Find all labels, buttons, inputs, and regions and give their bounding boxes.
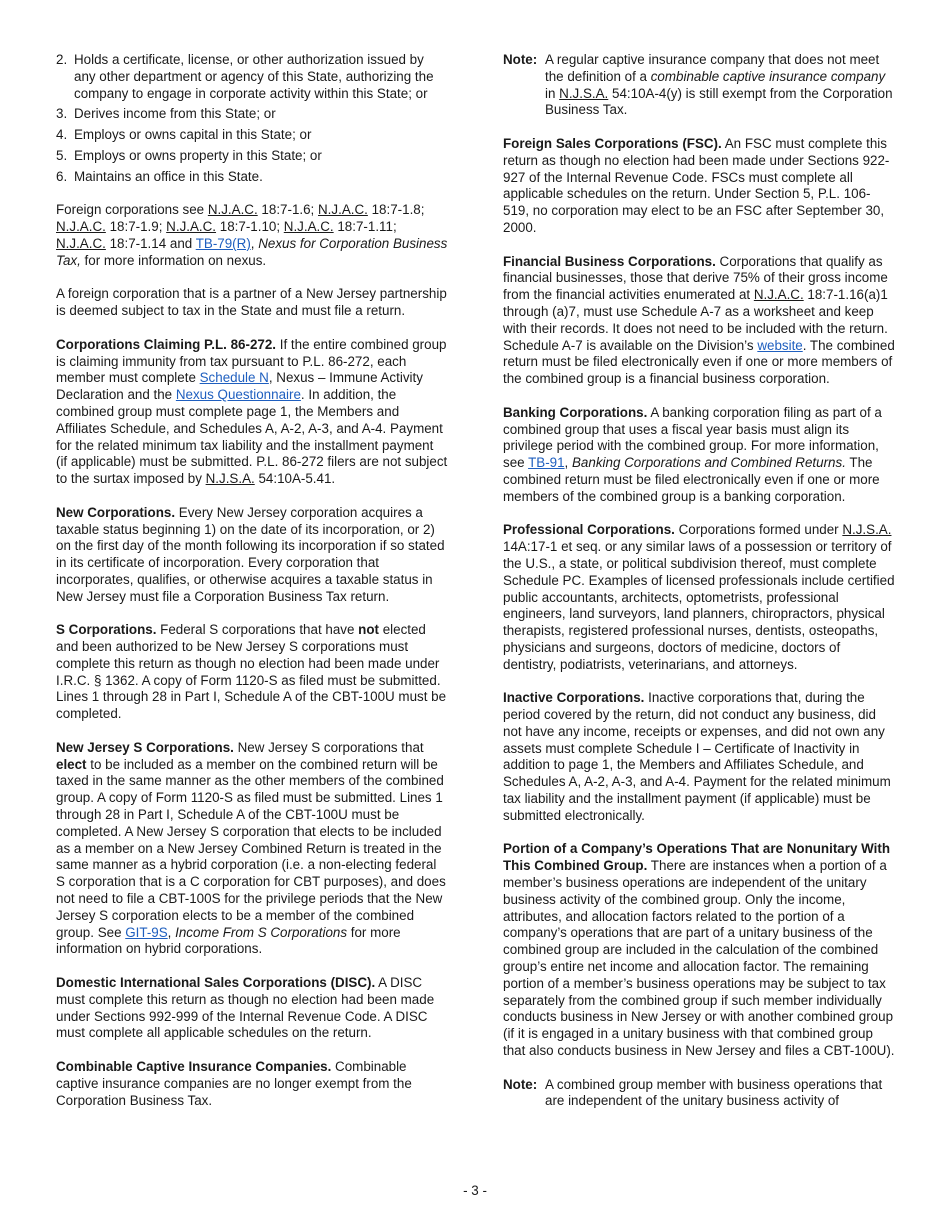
section-heading: Combinable Captive Insurance Companies.	[56, 1059, 332, 1075]
nonunitary-note: Note: A combined group member with business operations that are independent of the unitary business activity of	[503, 1076, 883, 1109]
section-heading: Corporations Claiming P.L. 86-272.	[56, 336, 277, 352]
nj-s-corporations-paragraph: New Jersey S Corporations. New Jersey S corporations that elect to be included as a member on the combined return will be taxed in the same manner as the other members of the combined group. A copy of Form 1120-S as filed must be submitted. Lines 1 through 28 in Part I, Schedule A of the CBT-100U must be completed. A New Jersey S corporation that elects to be included as a member on a New Jersey Combined Return is treated in the same manner as a hybrid corporation (i.e. a non-electing federal S corporation that is a C corporation for CBT purposes), and does not need to file a CBT-100S for the privilege periods that the New Jersey S corporation elects to be a member of the combined group. See GIT-9S, Income From S Corporations for more information on hybrid corporations.	[56, 739, 446, 957]
section-heading: Portion of a Company’s Operations That are Nonunitary With This Combined Group.	[503, 841, 891, 874]
list-item: 4. Employs or owns capital in this State; or	[56, 127, 312, 143]
captive-insurance-paragraph: Combinable Captive Insurance Companies. Combinable captive insurance companies are no longer exempt from the Corporation Business Tax.	[56, 1059, 412, 1108]
fsc-paragraph: Foreign Sales Corporations (FSC). An FSC must complete this return as though no election had been made under Sections 922-927 of the Internal Revenue Code. FSCs must complete all applicable schedules on the return. Under Section 5, P.L. 106-519, no corporation may elect to be an FSC after September 30, 2000.	[503, 135, 890, 235]
git-9s-link[interactable]: GIT-9S	[125, 924, 168, 940]
list-item: 2. Holds a certificate, license, or other authorization issued by any other department or agency of this State, authorizing the company to engage in corporate activity within this State; or	[56, 52, 434, 101]
website-link[interactable]: website	[757, 337, 803, 353]
section-heading: Foreign Sales Corporations (FSC).	[503, 135, 722, 151]
nexus-questionnaire-link[interactable]: Nexus Questionnaire	[175, 387, 301, 403]
list-item: 5. Employs or owns property in this State; or	[56, 147, 322, 163]
section-heading: New Corporations.	[56, 504, 176, 520]
inactive-paragraph: Inactive Corporations. Inactive corporations that, during the period covered by the return, did not conduct any business, did not have any income, receipts or expenses, and did not own any assets must complete Schedule I – Certificate of Inactivity in addition to page 1, the Members and Affiliates Schedule, and Schedules A, A-2, A-3, and A-4. Payment for the related minimum tax liability and the installment payment (if applicable) must be submitted electronically.	[503, 690, 891, 823]
section-heading: New Jersey S Corporations.	[56, 739, 234, 755]
tb-79r-link[interactable]: TB-79(R)	[195, 235, 251, 251]
nonunitary-paragraph: Portion of a Company’s Operations That are Nonunitary With This Combined Group. There are instances when a portion of a member’s business operations are independent of the unitary business activity of the combined group. Only the income, attributes, and allocation factors related to the portion of a company’s operations that are part of a unitary business of the combined group are included in the calculation of the combined group’s entire net income and allocation factor. The remaining portion of a member’s business operations may be subject to tax separately from the combined group if such member individually conducts business in New Jersey or with another combined group (if it is engaged in a unitary business with that combined group that also conducts business in New Jersey and files a CBT-100U).	[503, 841, 895, 1059]
section-heading: Inactive Corporations.	[503, 690, 645, 706]
professional-paragraph: Professional Corporations. Corporations formed under N.J.S.A. 14A:17-1 et seq. or any similar laws of a possession or territory of the U.S., a state, or political subdivision thereof, must complete Schedule PC. Examples of licensed professionals include certified public accountants, architects, optometrists, professional engineers, land surveyors, land planners, chiropractors, physical therapists, registered professional nurses, dentists, osteopaths, physicians and surgeons, doctors of medicine, doctors of dentistry, podiatrists, veterinarians, and attorneys.	[503, 522, 895, 672]
financial-business-paragraph: Financial Business Corporations. Corporations that qualify as financial businesses, those that derive 75% of their gross income from the financial activities enumerated at N.J.A.C. 18:7-1.16(a)1 through (a)7, must use Schedule A-7 as a worksheet and keep with their records. It does not need to be included with the return. Schedule A-7 is available on the Division’s website. The combined return must be filed electronically even if one or more members of the combined group is a financial business corporation.	[503, 253, 895, 387]
list-item: 3. Derives income from this State; or	[56, 106, 276, 122]
section-heading: Domestic International Sales Corporations (DISC).	[56, 975, 376, 991]
section-heading: Banking Corporations.	[503, 404, 648, 420]
s-corporations-paragraph: S Corporations. Federal S corporations that have not elected and been authorized to be New Jersey S corporations must complete this return as though no election had been made under I.R.C. § 1362. A copy of Form 1120-S as filed must be submitted. Lines 1 through 28 in Part I, Schedule A of the CBT-100U must be completed.	[56, 622, 447, 722]
new-corporations-paragraph: New Corporations. Every New Jersey corporation acquires a taxable status beginning 1) on the date of its incorporation, or 2) on the first day of the month following its incorporation if so stated in its certificate of incorporation. Every corporation that incorporates, qualifies, or otherwise acquires a taxable status in New Jersey must file a Corporation Business Tax return.	[56, 504, 445, 604]
foreign-corporations-paragraph: Foreign corporations see N.J.A.C. 18:7-1.6; N.J.A.C. 18:7-1.8; N.J.A.C. 18:7-1.9; N.J.A.C. 18:7-1.10; N.J.A.C. 18:7-1.11; N.J.A.C. 18:7-1.14 and TB-79(R), Nexus for Corporation Business Tax, for more information on nexus.	[56, 202, 448, 268]
tb-91-link[interactable]: TB-91	[528, 455, 565, 471]
schedule-n-link[interactable]: Schedule N	[199, 370, 269, 386]
right-column	[503, 52, 895, 1127]
left-column	[56, 52, 448, 1126]
pl-86-272-paragraph: Corporations Claiming P.L. 86-272. If the entire combined group is claiming immunity from tax pursuant to P.L. 86-272, each member must complete Schedule N, Nexus – Immune Activity Declaration and the Nexus Questionnaire. In addition, the combined group must complete page 1, the Members and Affiliates Schedule, and Schedules A, A-2, A-3, and A-4. Payment for the related minimum tax liability and the installment payment (if applicable) must be submitted. P.L. 86-272 filers are not subject to the surtax imposed by N.J.S.A. 54:10A-5.41.	[56, 336, 448, 487]
partner-paragraph: A foreign corporation that is a partner of a New Jersey partnership is deemed subject to tax in the State and must file a return.	[56, 286, 447, 319]
disc-paragraph: Domestic International Sales Corporations (DISC). A DISC must complete this return as though no election had been made under Sections 992-999 of the Internal Revenue Code. A DISC must complete all applicable schedules on the return.	[56, 975, 435, 1041]
section-heading: Financial Business Corporations.	[503, 253, 716, 269]
captive-note: Note: A regular captive insurance company that does not meet the definition of a combinable captive insurance company in N.J.S.A. 54:10A-4(y) is still exempt from the Corporation Business Tax.	[503, 52, 893, 118]
section-heading: Professional Corporations.	[503, 522, 675, 538]
section-heading: S Corporations.	[56, 622, 157, 638]
list-item: 6. Maintains an office in this State.	[56, 168, 263, 184]
nexus-criteria-list	[56, 52, 448, 186]
banking-paragraph: Banking Corporations. A banking corporation filing as part of a combined group that uses a fiscal year basis must align its privilege period with the combined group. For more information, see TB-91, Banking Corporations and Combined Returns. The combined return must be filed electronically even if one or more members of the combined group is a banking corporation.	[503, 404, 882, 504]
page-number: - 3 -	[463, 1183, 487, 1198]
